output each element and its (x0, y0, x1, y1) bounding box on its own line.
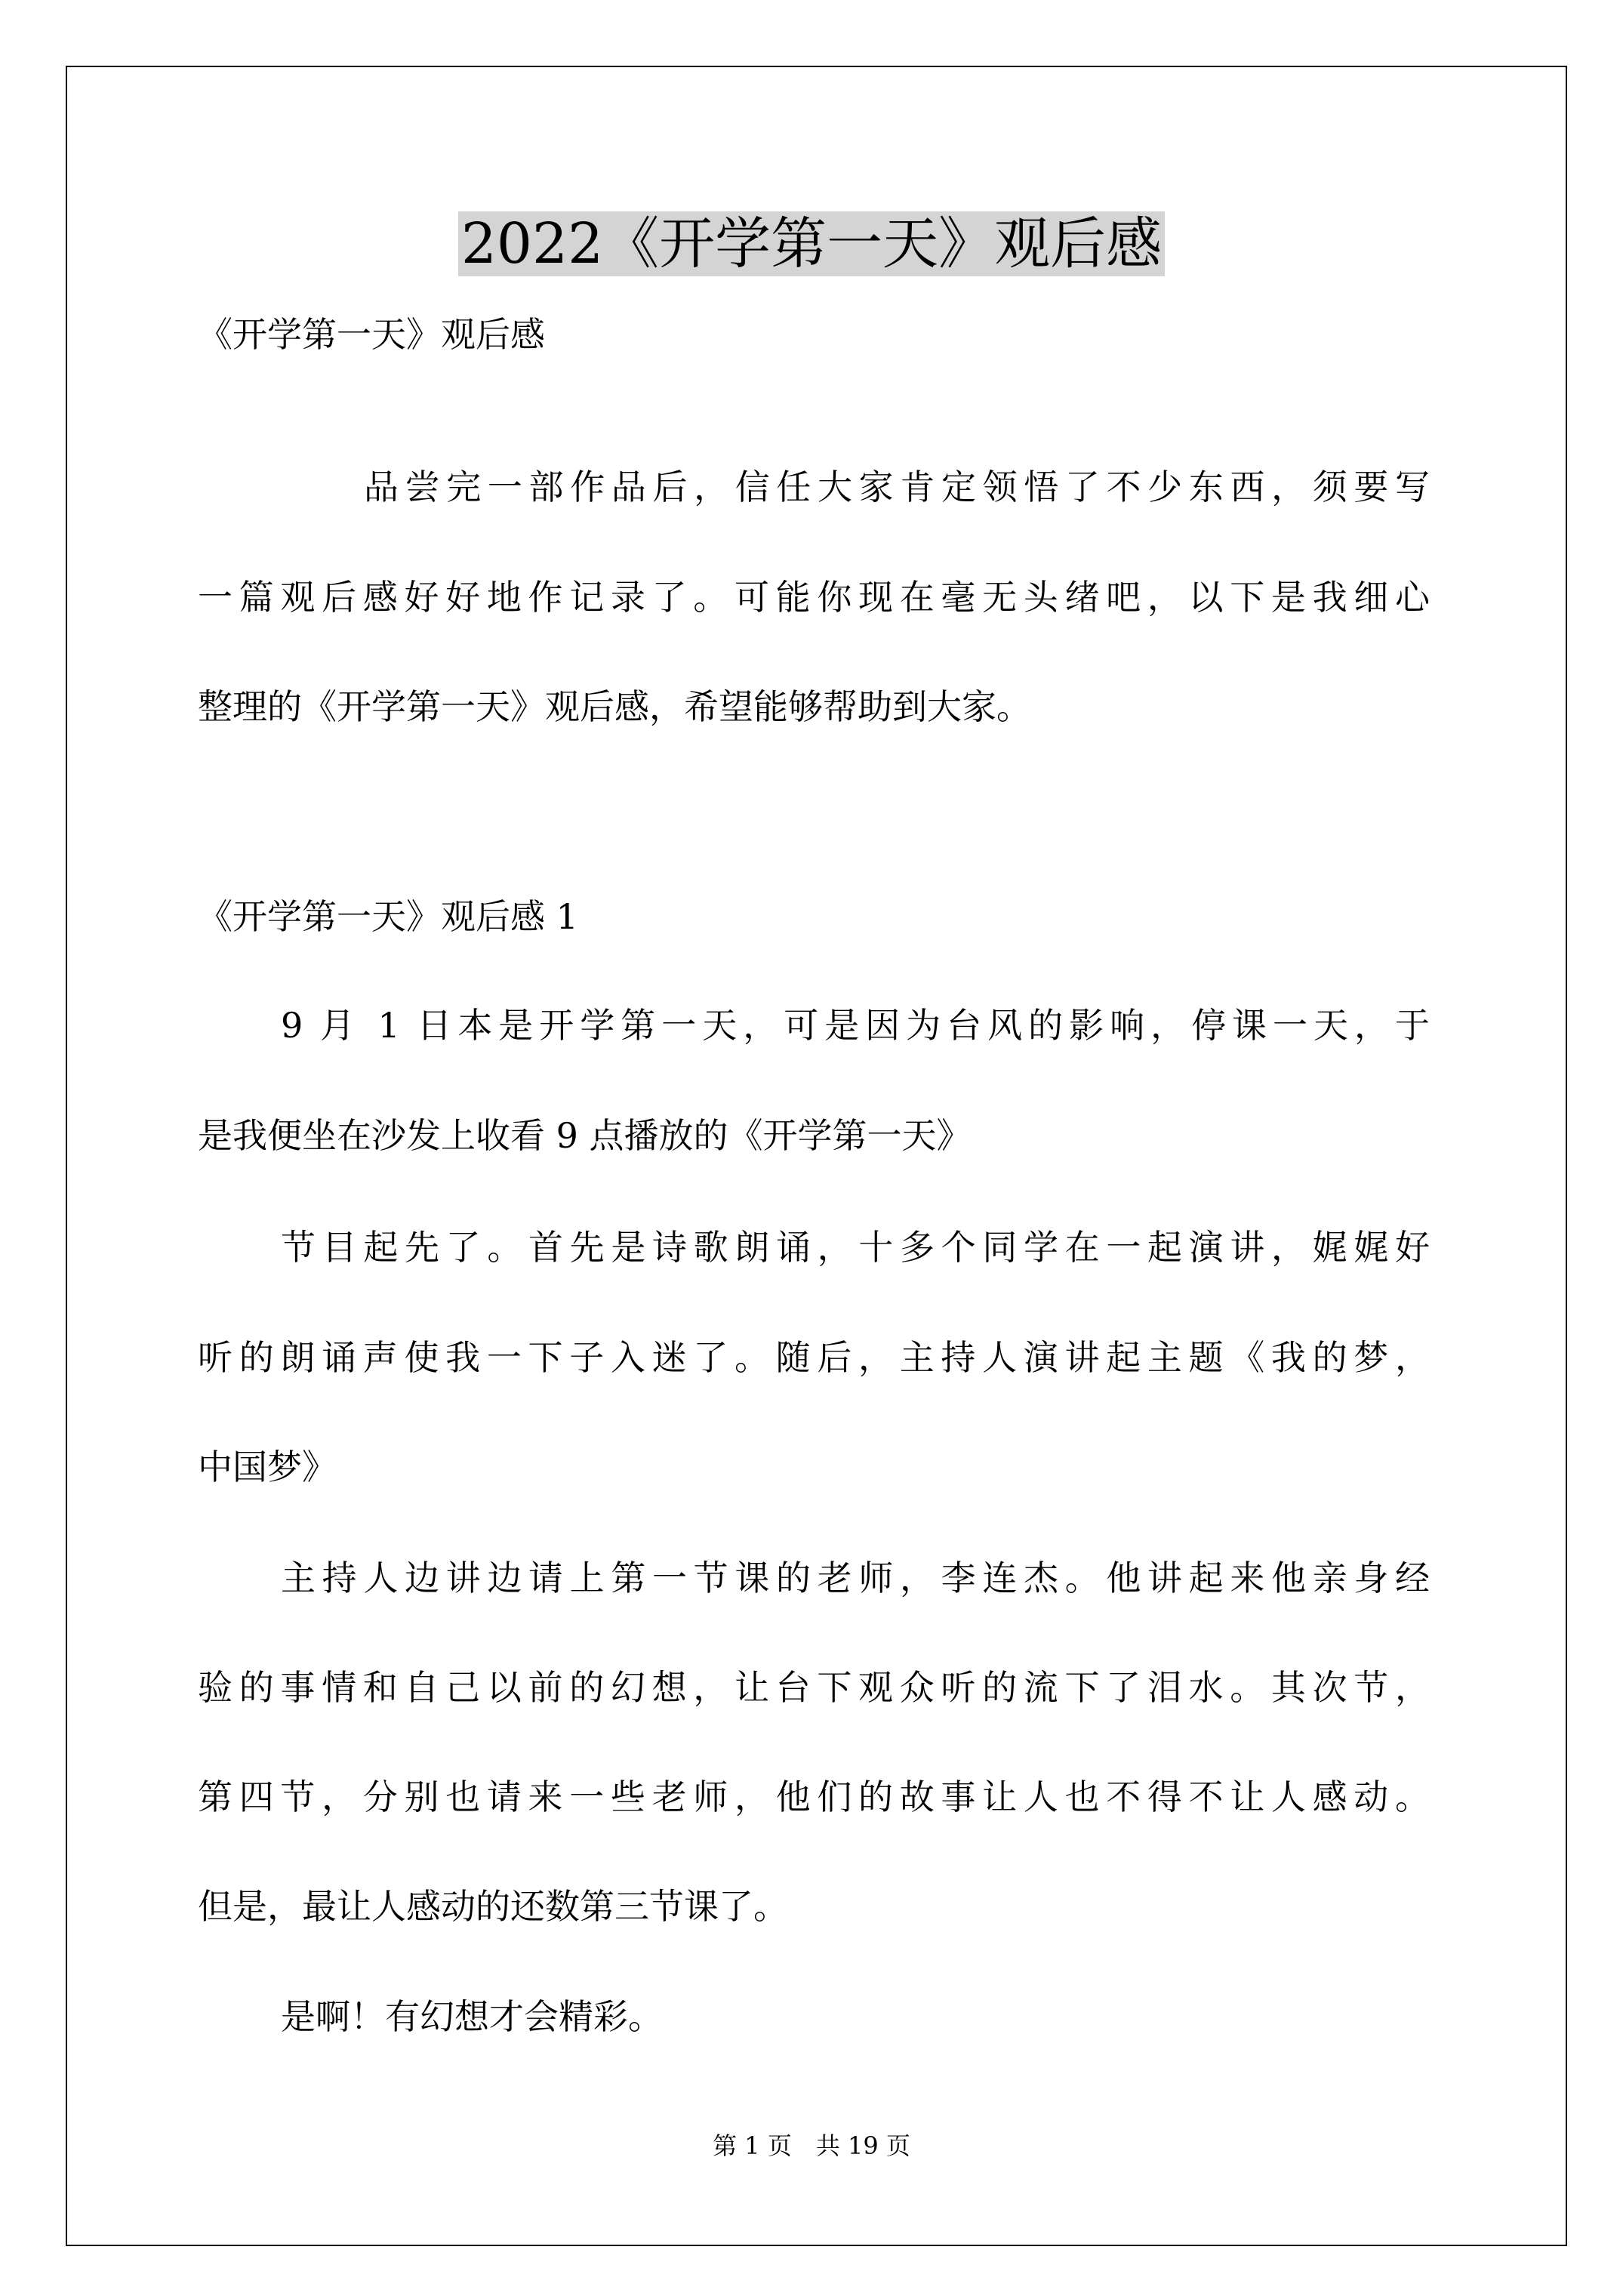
body-line-9: 但是，最让人感动的还数第三节课了。 (198, 1886, 788, 1927)
body-line-6: 主持人边讲边请上第一节课的老师，李连杰。他讲起来他亲身经 (281, 1558, 1430, 1598)
title-highlight: 2022《开学第一天》观后感 (458, 211, 1165, 276)
body-line-4: 听的朗诵声使我一下子入迷了。随后，主持人演讲起主题《我的梦， (198, 1337, 1430, 1378)
subtitle: 《开学第一天》观后感 (198, 314, 545, 355)
document-title (0, 202, 1623, 285)
body-line-10: 是啊！有幻想才会精彩。 (281, 1996, 663, 2037)
body-line-5: 中国梦》 (198, 1447, 337, 1487)
section-heading: 《开学第一天》观后感 1 (198, 896, 578, 937)
intro-line-1: 品尝完一部作品后，信任大家肯定领悟了不少东西，须要写 (364, 467, 1430, 507)
body-line-1: 9 月 1 日本是开学第一天，可是因为台风的影响，停课一天，于 (281, 1005, 1430, 1046)
body-line-3: 节目起先了。首先是诗歌朗诵，十多个同学在一起演讲，娓娓好 (281, 1227, 1430, 1268)
body-line-8: 第四节，分别也请来一些老师，他们的故事让人也不得不让人感动。 (198, 1777, 1430, 1817)
body-line-2: 是我便坐在沙发上收看 9 点播放的《开学第一天》 (198, 1115, 972, 1156)
intro-line-3: 整理的《开学第一天》观后感，希望能够帮助到大家。 (198, 686, 1031, 727)
page-number: 第 1 页 共 19 页 (713, 2131, 910, 2160)
intro-line-2: 一篇观后感好好地作记录了。可能你现在毫无头绪吧，以下是我细心 (198, 577, 1430, 618)
body-line-7: 验的事情和自己以前的幻想，让台下观众听的流下了泪水。其次节， (198, 1667, 1430, 1708)
